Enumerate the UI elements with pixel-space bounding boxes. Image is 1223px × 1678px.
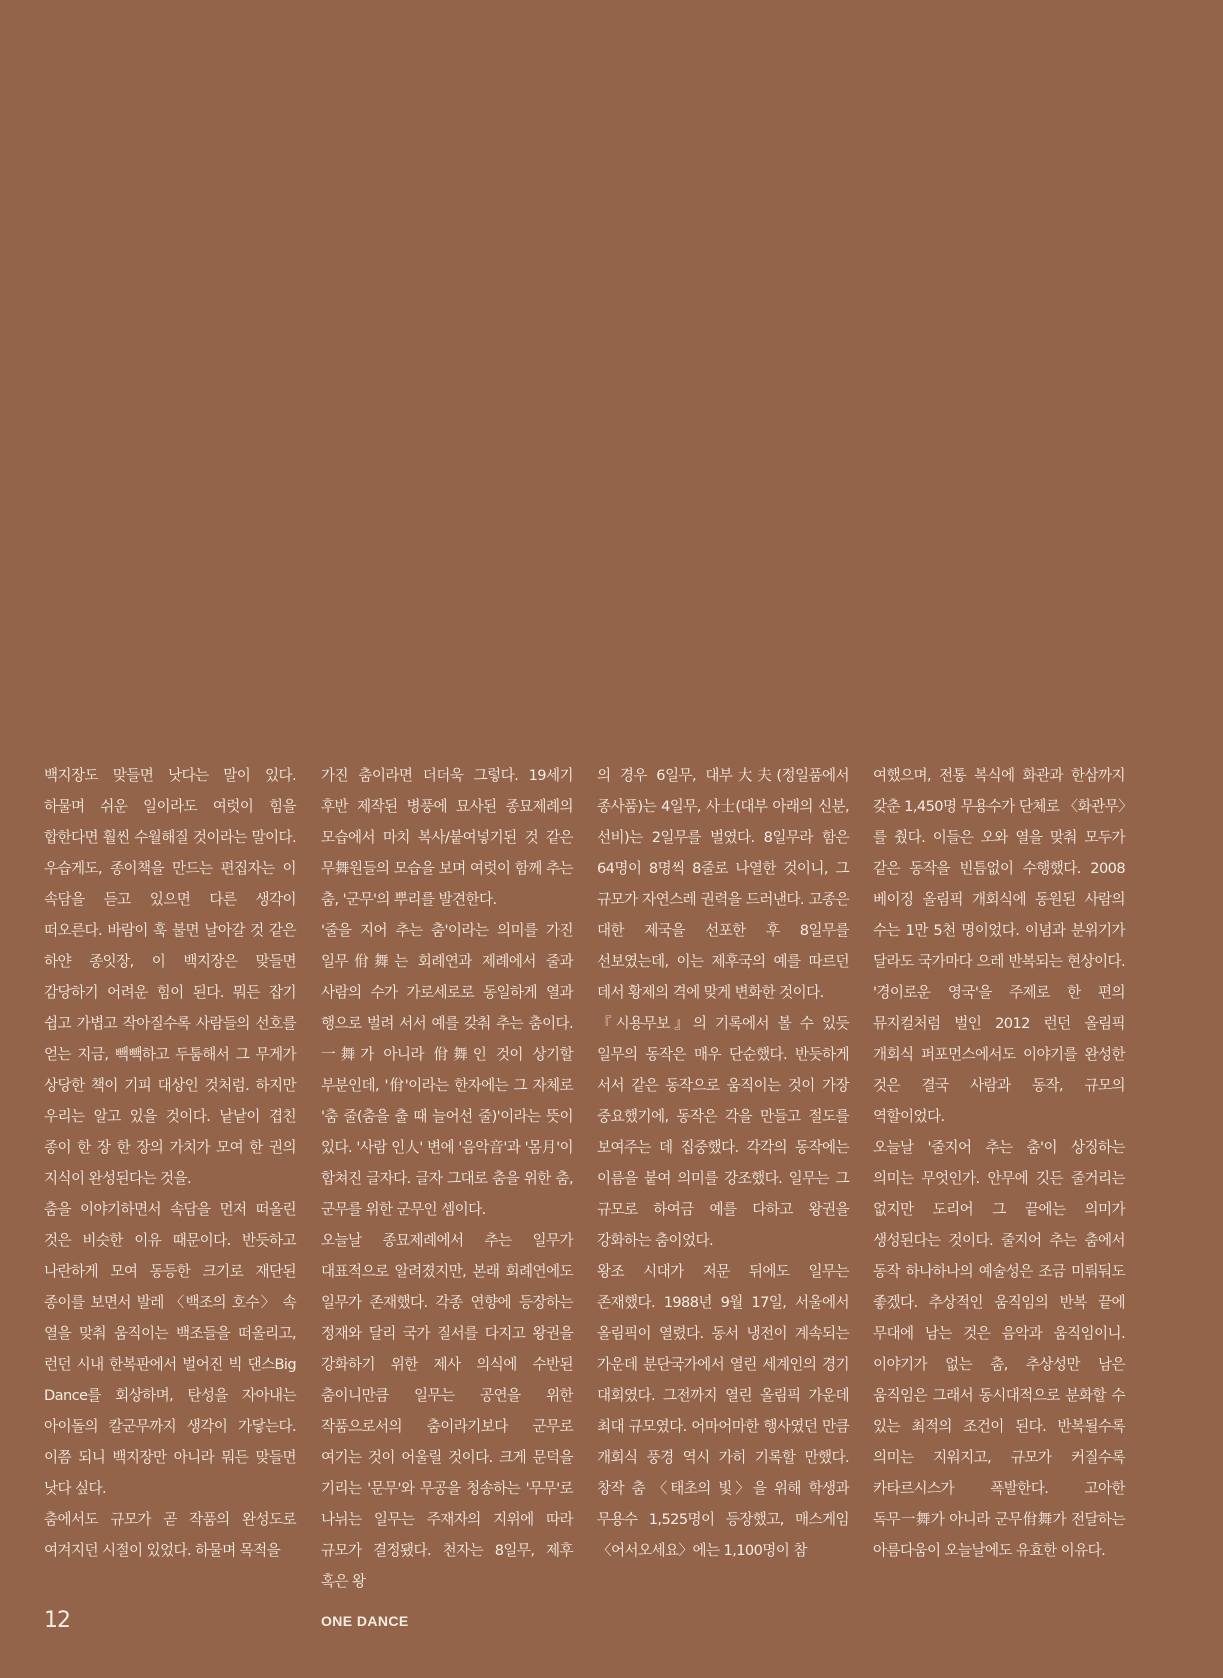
column-4 bbox=[873, 760, 1125, 1566]
paragraph: 왕조 시대가 저문 뒤에도 일무는 존재했다. 1988년 9월 17일, 서울에서 올림픽이 열렸다. 동서 냉전이 계속되는 가운데 분단국가에서 열린 세계인의 경기 대회였다. 그전까지 열린 올림픽 가운데 최대 규모였다. 어마어마한 행사였던 만큼 개회식 풍경 역시 가히 기록할 만했다. 창작 춤 〈태초의 빛〉을 위해 학생과 무용수 1,525명이 등장했고, 매스게임 〈어서오세요〉에는 1,100명이 참 bbox=[597, 1263, 849, 1559]
article-body bbox=[44, 760, 1125, 1590]
column-2 bbox=[321, 760, 573, 1597]
paragraph: 백지장도 맞들면 낫다는 말이 있다. 하물며 쉬운 일이라도 여럿이 힘을 합한다면 훨씬 수월해질 것이라는 말이다. 우습게도, 종이책을 만드는 편집자는 이 속담을 듣고 있으면 다른 생각이 떠오른다. 바람이 훅 불면 날아갈 것 같은 하얀 종잇장, 이 백지장은 맞들면 감당하기 어려운 힘이 된다. 뭐든 잡기 쉽고 가볍고 작아질수록 사람들의 선호를 얻는 지금, 빽빽하고 두툼해서 그 무게가 상당한 책이 기피 대상인 것처럼. 하지만 우리는 알고 있을 것이다. 낱낱이 겹친 종이 한 장 한 장의 가치가 모여 한 권의 지식이 완성된다는 것을. bbox=[44, 767, 296, 1187]
column-1 bbox=[44, 760, 296, 1566]
paragraph: 춤을 이야기하면서 속담을 먼저 떠올린 것은 비슷한 이유 때문이다. 반듯하고 나란하게 모여 동등한 크기로 재단된 종이를 보면서 발레 〈백조의 호수〉 속 열을 맞춰 움직이는 백조들을 떠올리고, 런던 시내 한복판에서 벌어진 빅 댄스Big Dance를 회상하며, 탄성을 자아내는 아이돌의 칼군무까지 생각이 가닿는다. 이쯤 되니 백지장만 아니라 뭐든 맞들면 낫다 싶다. bbox=[44, 1201, 296, 1497]
paragraph: 의 경우 6일무, 대부大夫(정일품에서 종사품)는 4일무, 사士(대부 아래의 신분, 선비)는 2일무를 벌였다. 8일무라 함은 64명이 8명씩 8줄로 나열한 것이니, 그 규모가 자연스레 권력을 드러낸다. 고종은 대한 제국을 선포한 후 8일무를 선보였는데, 이는 제후국의 예를 따르던 데서 황제의 격에 맞게 변화한 것이다. bbox=[597, 767, 849, 1001]
page-number: 12 bbox=[44, 1608, 70, 1633]
paragraph: 오늘날 종묘제례에서 추는 일무가 대표적으로 알려졌지만, 본래 회례연에도 일무가 존재했다. 각종 연향에 등장하는 정재와 달리 국가 질서를 다지고 왕권을 강화하기 위한 제사 의식에 수반된 춤이니만큼 일무는 공연을 위한 작품으로서의 춤이라기보다 군무로 여기는 것이 어울릴 것이다. 크게 문덕을 기리는 '문무'와 무공을 청송하는 '무무'로 나뉘는 일무는 주재자의 지위에 따라 규모가 결정됐다. 천자는 8일무, 제후 혹은 왕 bbox=[321, 1232, 573, 1590]
paragraph: '줄을 지어 추는 춤'이라는 의미를 가진 일무佾舞는 회례연과 제례에서 줄과 사람의 수가 가로세로로 동일하게 열과 행으로 벌려 서서 예를 갖춰 추는 춤이다. 一舞가 아니라 佾舞인 것이 상기할 부분인데, '佾'이라는 한자에는 그 자체로 '춤 줄(춤을 출 때 늘어선 줄)'이라는 뜻이 있다. '사람 인人' 변에 '음악音'과 '몸月'이 합쳐진 글자다. 글자 그대로 춤을 위한 춤, 군무를 위한 군무인 셈이다. bbox=[321, 922, 573, 1218]
paragraph: 여했으며, 전통 복식에 화관과 한삼까지 갖춘 1,450명 무용수가 단체로 〈화관무〉를 췄다. 이들은 오와 열을 맞춰 모두가 같은 동작을 빈틈없이 수행했다. 2008 베이징 올림픽 개회식에 동원된 사람의 수는 1만 5천 명이었다. 이념과 분위기가 달라도 국가마다 으레 반복되는 현상이다. '경이로운 영국'을 주제로 한 편의 뮤지컬처럼 벌인 2012 런던 올림픽 개회식 퍼포먼스에서도 이야기를 완성한 것은 결국 사람과 동작, 규모의 역할이었다. bbox=[873, 767, 1125, 1125]
paragraph: 『시용무보』의 기록에서 볼 수 있듯 일무의 동작은 매우 단순했다. 반듯하게 서서 같은 동작으로 움직이는 것이 가장 중요했기에, 동작은 각을 만들고 절도를 보여주는 데 집중했다. 각각의 동작에는 이름을 붙여 의미를 강조했다. 일무는 그 규모로 하여금 예를 다하고 왕권을 강화하는 춤이었다. bbox=[597, 1015, 849, 1249]
magazine-name: ONE DANCE bbox=[321, 1613, 409, 1629]
paragraph: 춤에서도 규모가 곧 작품의 완성도로 여겨지던 시절이 있었다. 하물며 목적을 bbox=[44, 1511, 296, 1559]
paragraph: 가진 춤이라면 더더욱 그렇다. 19세기 후반 제작된 병풍에 묘사된 종묘제례의 모습에서 마치 복사/붙여넣기된 것 같은 무舞원들의 모습을 보며 여럿이 함께 추는 춤, '군무'의 뿌리를 발견한다. bbox=[321, 767, 573, 908]
column-3 bbox=[597, 760, 849, 1566]
paragraph: 오늘날 '줄지어 추는 춤'이 상징하는 의미는 무엇인가. 안무에 깃든 줄거리는 없지만 도리어 그 끝에는 의미가 생성된다는 것이다. 줄지어 추는 춤에서 동작 하나하나의 예술성은 조금 미뤄둬도 좋겠다. 추상적인 움직임의 반복 끝에 무대에 남는 것은 음악과 움직임이니. 이야기가 없는 춤, 추상성만 남은 움직임은 그래서 동시대적으로 분화할 수 있는 최적의 조건이 된다. 반복될수록 의미는 지워지고, 규모가 커질수록 카타르시스가 폭발한다. 고아한 독무一舞가 아니라 군무佾舞가 전달하는 아름다움이 오늘날에도 유효한 이유다. bbox=[873, 1139, 1125, 1559]
